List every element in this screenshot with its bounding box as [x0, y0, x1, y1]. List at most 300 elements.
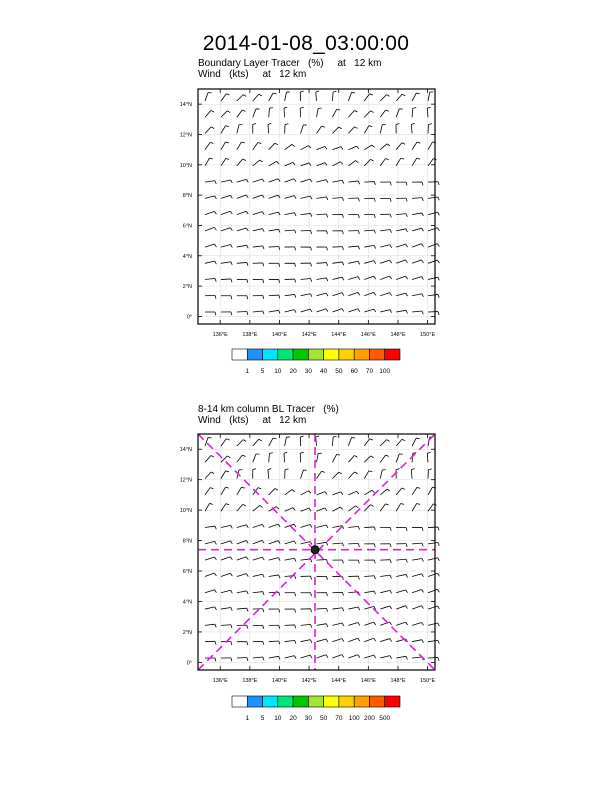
wind-barb-shaft [396, 559, 406, 560]
wind-barb [237, 525, 248, 528]
wind-barb-feather [230, 211, 232, 214]
wind-barb-shaft [269, 212, 279, 215]
wind-barb [285, 92, 290, 101]
wind-barb-shaft [317, 293, 327, 296]
wind-barb [300, 436, 303, 446]
panel1-title-line2: Wind (kts) at 12 km [198, 69, 307, 80]
wind-barb-feather [390, 229, 391, 232]
wind-barb [301, 576, 312, 579]
wind-barb-feather [417, 158, 420, 159]
wind-barb-shaft [380, 606, 389, 609]
wind-barb-shaft [221, 487, 226, 495]
wind-barb-shaft [205, 557, 214, 560]
wind-barb-shaft [269, 656, 279, 658]
wind-barb [348, 110, 357, 117]
wind-barb [428, 469, 432, 479]
wind-barb-feather [311, 593, 312, 596]
wind-barb-shaft [396, 229, 406, 231]
wind-barb-feather [273, 438, 276, 439]
wind-barb-feather [417, 503, 420, 504]
wind-barb [269, 641, 280, 644]
wind-barb [317, 309, 328, 312]
wind-barb-shaft [348, 181, 358, 182]
wind-barb-shaft [380, 144, 387, 150]
wind-barb [332, 247, 343, 250]
wind-barb-feather [259, 94, 262, 96]
wind-barb-feather [406, 182, 407, 185]
wind-barb [317, 593, 328, 596]
wind-barb-feather [406, 656, 407, 659]
wind-barb-feather [390, 639, 392, 642]
wind-barb [205, 526, 216, 529]
wind-barb [317, 247, 328, 250]
y-tick-label: 0° [186, 314, 192, 321]
wind-barb-shaft [428, 606, 437, 609]
wind-barb-shaft [332, 454, 336, 462]
wind-barb [285, 625, 296, 628]
wind-barb [380, 622, 391, 625]
wind-barb-shaft [253, 524, 262, 527]
wind-barb-shaft [364, 439, 369, 446]
colorbar-label: 100 [379, 368, 391, 375]
wind-barb [205, 541, 216, 544]
wind-barb [428, 606, 439, 609]
wind-barb-feather [387, 144, 390, 146]
wind-barb [237, 625, 248, 628]
wind-barb-feather [294, 656, 296, 659]
wind-barb [380, 125, 386, 134]
wind-barb [412, 622, 423, 625]
wind-barb-feather [406, 559, 407, 562]
wind-barb-feather [231, 262, 232, 265]
wind-barb [221, 245, 232, 248]
wind-barb [380, 489, 390, 495]
wind-barb-feather [387, 489, 390, 491]
wind-barb [348, 309, 359, 312]
wind-barb-feather [390, 575, 391, 578]
wind-barb [269, 195, 280, 198]
wind-barb-feather [342, 655, 344, 658]
wind-barb-feather [401, 503, 404, 504]
wind-barb-shaft [269, 179, 278, 182]
wind-barb [317, 278, 328, 281]
wind-barb-feather [390, 590, 392, 593]
x-tick-label: 148°E [390, 678, 406, 684]
wind-barb-feather [295, 576, 296, 579]
wind-barb-feather [358, 560, 359, 563]
wind-barb-feather [342, 231, 343, 234]
wind-barb-feather [406, 293, 408, 296]
wind-barb [332, 293, 343, 296]
wind-barb [428, 197, 439, 200]
wind-barb [221, 608, 232, 611]
wind-barb [380, 260, 391, 263]
wind-barb-shaft [380, 95, 386, 101]
wind-barb-shaft [428, 558, 438, 560]
wind-barb [301, 542, 312, 545]
wind-barb [364, 230, 375, 233]
wind-barb [380, 182, 391, 185]
wind-barb-feather [263, 263, 264, 266]
wind-barb [364, 490, 374, 495]
wind-barb-feather [243, 95, 246, 97]
wind-barb-shaft [396, 276, 405, 279]
wind-barb-feather [358, 576, 359, 579]
wind-barb-feather [326, 639, 328, 642]
colorbar-box [263, 696, 278, 707]
wind-barb-feather [226, 94, 229, 95]
wind-barb-feather [437, 573, 439, 576]
wind-barb [237, 95, 246, 101]
wind-barb-feather [231, 296, 232, 299]
wind-barb-shaft [412, 606, 421, 609]
wind-barb-shaft [253, 557, 263, 560]
wind-barb-feather [215, 624, 216, 627]
center-marker [311, 546, 319, 554]
wind-barb-feather [276, 507, 279, 509]
wind-barb-feather [337, 454, 340, 455]
wind-barb-feather [422, 244, 424, 247]
wind-barb [317, 525, 328, 528]
wind-barb [269, 524, 280, 527]
wind-barb [269, 263, 280, 266]
wind-barb-feather [258, 142, 261, 143]
wind-barb-feather [342, 262, 343, 265]
wind-barb [253, 469, 256, 479]
wind-barb-feather [411, 468, 414, 469]
wind-barb-shaft [317, 197, 327, 199]
wind-barb-feather [226, 142, 229, 143]
wind-barb [285, 196, 296, 199]
wind-barb-feather [396, 124, 399, 125]
colorbar-box [354, 696, 369, 707]
wind-barb-shaft [364, 456, 370, 462]
wind-barb-shaft [396, 94, 402, 101]
wind-barb [285, 656, 296, 659]
wind-barb-shaft [317, 453, 319, 462]
wind-barb-feather [390, 214, 391, 217]
wind-barb [221, 94, 230, 101]
wind-barb-feather [358, 526, 359, 529]
wind-barb-feather [294, 213, 296, 216]
wind-barb-feather [374, 638, 376, 641]
wind-barb-feather [227, 111, 230, 113]
wind-barb-feather [390, 606, 392, 609]
wind-barb [317, 471, 325, 478]
wind-barb [332, 231, 343, 234]
wind-barb [221, 625, 232, 628]
wind-barb-shaft [380, 245, 390, 247]
wind-barb [301, 213, 312, 216]
wind-barb-feather [369, 471, 372, 472]
wind-barb-feather [374, 215, 375, 218]
wind-barb [237, 279, 248, 282]
colorbar-label: 40 [320, 368, 328, 375]
wind-barb-shaft [253, 94, 259, 101]
panel2-title-line1: 8-14 km column BL Tracer (%) [198, 404, 339, 415]
wind-barb-feather [326, 180, 328, 183]
wind-barb [253, 641, 264, 644]
wind-barb [205, 211, 216, 214]
wind-barb [332, 608, 343, 611]
wind-barb-shaft [285, 144, 292, 149]
wind-barb [316, 91, 319, 101]
wind-barb [205, 244, 216, 247]
wind-barb [348, 543, 359, 546]
wind-barb-feather [342, 277, 344, 280]
wind-barb-shaft [205, 607, 215, 609]
wind-barb [317, 214, 328, 217]
wind-barb-feather [226, 504, 229, 505]
wind-barb-shaft [285, 524, 294, 527]
wind-barb [364, 111, 373, 117]
wind-barb-feather [413, 108, 416, 109]
y-tick-label: 6°N [182, 569, 192, 576]
wind-barb-shaft [412, 228, 422, 231]
wind-barb [269, 656, 280, 659]
wind-barb [411, 468, 414, 478]
wind-barb-shaft [428, 623, 438, 625]
wind-barb-feather [246, 574, 248, 577]
wind-barb [428, 623, 439, 626]
wind-barb [428, 182, 439, 185]
wind-barb-feather [247, 312, 248, 315]
wind-barb-shaft [237, 487, 242, 495]
wind-barb [221, 471, 229, 479]
wind-barb-shaft [237, 574, 247, 577]
wind-barb [253, 179, 264, 182]
wind-barb-shaft [221, 126, 226, 134]
wind-barb-shaft [269, 524, 278, 527]
wind-barb-feather [210, 488, 213, 489]
wind-barb-feather [231, 658, 232, 661]
wind-barb-feather [285, 124, 288, 125]
wind-barb-shaft [237, 245, 247, 247]
wind-barb [269, 438, 277, 446]
wind-barb-shaft [348, 127, 354, 134]
wind-barb [253, 195, 264, 198]
wind-barb-feather [246, 211, 248, 214]
wind-barb [285, 263, 296, 266]
wind-barb-feather [326, 247, 327, 250]
wind-barb [348, 491, 358, 495]
wind-barb [205, 196, 216, 199]
wind-barb [412, 198, 423, 201]
wind-barb [412, 438, 420, 446]
wind-barb [285, 469, 289, 479]
wind-barb-feather [406, 244, 408, 247]
wind-barb-shaft [285, 213, 295, 215]
wind-barb-feather [230, 195, 232, 198]
wind-barb-feather [333, 436, 336, 437]
wind-barb [253, 142, 262, 149]
wind-barb [269, 558, 280, 561]
wind-barb [412, 527, 423, 530]
wind-barb-feather [374, 576, 375, 579]
wind-barb [428, 228, 439, 231]
wind-barb [205, 456, 214, 463]
wind-barb-shaft [253, 229, 263, 231]
wind-barb-feather [326, 624, 327, 627]
colorbar-label: 1 [245, 715, 250, 722]
wind-barb [221, 180, 232, 183]
wind-barb-feather [295, 247, 296, 250]
wind-barb-feather [269, 108, 272, 109]
wind-barb [285, 294, 296, 297]
x-tick-label: 140°E [271, 332, 287, 338]
wind-barb-feather [326, 525, 328, 528]
wind-barb-feather [247, 245, 249, 248]
wind-barb-shaft [428, 277, 438, 279]
wind-barb-shaft [253, 311, 263, 312]
wind-barb [300, 107, 303, 117]
wind-barb-feather [342, 543, 343, 546]
wind-barb-feather [215, 278, 216, 281]
wind-barb-shaft [269, 575, 279, 577]
wind-barb [348, 638, 359, 641]
wind-barb-feather [406, 590, 408, 593]
wind-barb [380, 606, 391, 609]
wind-barb-shaft [285, 656, 295, 658]
wind-barb-feather [438, 212, 440, 215]
wind-barb [428, 658, 439, 661]
wind-barb-shaft [205, 142, 210, 149]
wind-barb-shaft [412, 657, 422, 658]
wind-barb-feather [295, 279, 296, 282]
wind-barb [364, 638, 375, 641]
wind-barb-feather [247, 608, 248, 611]
wind-barb-shaft [332, 127, 338, 133]
wind-barb [348, 576, 359, 579]
wind-barb-shaft [364, 230, 374, 231]
x-tick-label: 144°E [331, 332, 347, 338]
wind-barb [269, 93, 277, 101]
wind-barb-feather [422, 277, 424, 280]
wind-barb-feather [311, 230, 312, 233]
wind-barb-shaft [396, 214, 406, 215]
wind-barb-shaft [269, 295, 279, 296]
wind-barb [269, 575, 280, 578]
wind-barb-shaft [253, 439, 259, 446]
wind-barb-shaft [253, 246, 263, 247]
wind-barb-feather [437, 260, 439, 263]
wind-barb-feather [390, 310, 392, 313]
wind-barb [380, 95, 389, 101]
wind-barb [380, 560, 391, 563]
wind-barb [237, 642, 248, 645]
wind-barb-shaft [237, 440, 243, 446]
wind-barb [221, 557, 232, 560]
wind-barb-shaft [412, 198, 422, 199]
wind-barb [285, 593, 296, 596]
wind-barb [412, 574, 423, 577]
wind-barb [332, 91, 336, 101]
wind-barb [348, 261, 359, 264]
wind-barb [205, 93, 212, 101]
wind-barb-shaft [237, 195, 246, 198]
wind-barb-shaft [285, 558, 295, 560]
colorbar-box [232, 696, 247, 707]
wind-barb-shaft [221, 525, 231, 527]
wind-barb-feather [230, 228, 232, 231]
wind-barb-shaft [412, 574, 422, 577]
wind-barb-shaft [237, 125, 239, 134]
wind-barb-shaft [412, 543, 422, 544]
wind-barb-feather [262, 179, 264, 182]
wind-barb-feather [342, 526, 344, 529]
wind-barb-feather [294, 310, 296, 313]
wind-barb-feather [406, 574, 408, 577]
wind-barb [301, 146, 311, 150]
colorbar-box [324, 349, 339, 360]
wind-barb-feather [438, 197, 439, 200]
wind-barb-feather [390, 544, 391, 547]
wind-barb-feather [326, 309, 328, 312]
wind-barb [332, 560, 343, 563]
wind-barb-feather [358, 638, 360, 641]
wind-barb [301, 294, 312, 297]
wind-barb-shaft [428, 294, 438, 295]
wind-barb [380, 214, 391, 217]
wind-barb-feather [246, 557, 248, 560]
x-tick-label: 148°E [390, 332, 406, 338]
wind-barb-feather [311, 576, 312, 579]
wind-barb-shaft [428, 573, 437, 576]
wind-barb [317, 560, 328, 563]
wind-barb [332, 162, 342, 166]
wind-barb-feather [259, 439, 262, 441]
wind-barb-shaft [237, 211, 246, 214]
wind-barb-shaft [364, 655, 374, 658]
wind-barb [317, 639, 328, 642]
wind-barb [237, 125, 243, 134]
wind-barb-shaft [237, 142, 242, 150]
wind-barb [237, 608, 248, 611]
colorbar-1 [232, 349, 400, 375]
wind-barb-feather [215, 641, 216, 644]
wind-barb [332, 262, 343, 265]
wind-barb-feather [214, 211, 216, 214]
wind-barb [221, 262, 232, 265]
wind-barb-shaft [380, 455, 385, 462]
wind-barb-shaft [364, 276, 373, 279]
wind-barb-feather [263, 609, 264, 612]
colorbar-box [385, 349, 400, 360]
wind-barb-shaft [412, 244, 421, 247]
wind-barb [348, 292, 359, 295]
wind-barb-feather [354, 127, 357, 129]
wind-barb-feather [226, 158, 229, 159]
wind-barb-feather [294, 179, 296, 182]
colorbar-label: 100 [348, 715, 360, 722]
wind-barb-feather [374, 655, 376, 658]
wind-barb [364, 527, 375, 530]
wind-barb-shaft [221, 142, 226, 150]
wind-barb-feather [370, 505, 373, 507]
wind-barb-feather [438, 312, 439, 315]
wind-barb-shaft [221, 228, 230, 231]
wind-barb-feather [326, 293, 328, 296]
wind-barb-feather [387, 440, 390, 442]
wind-barb [380, 245, 391, 248]
wind-barb-shaft [332, 293, 341, 296]
wind-barb-feather [260, 160, 263, 162]
wind-barb [317, 231, 328, 234]
colorbar-label: 50 [335, 368, 343, 375]
wind-barb [205, 472, 214, 479]
wind-barb-feather [422, 294, 424, 297]
wind-barb-feather [421, 606, 423, 609]
